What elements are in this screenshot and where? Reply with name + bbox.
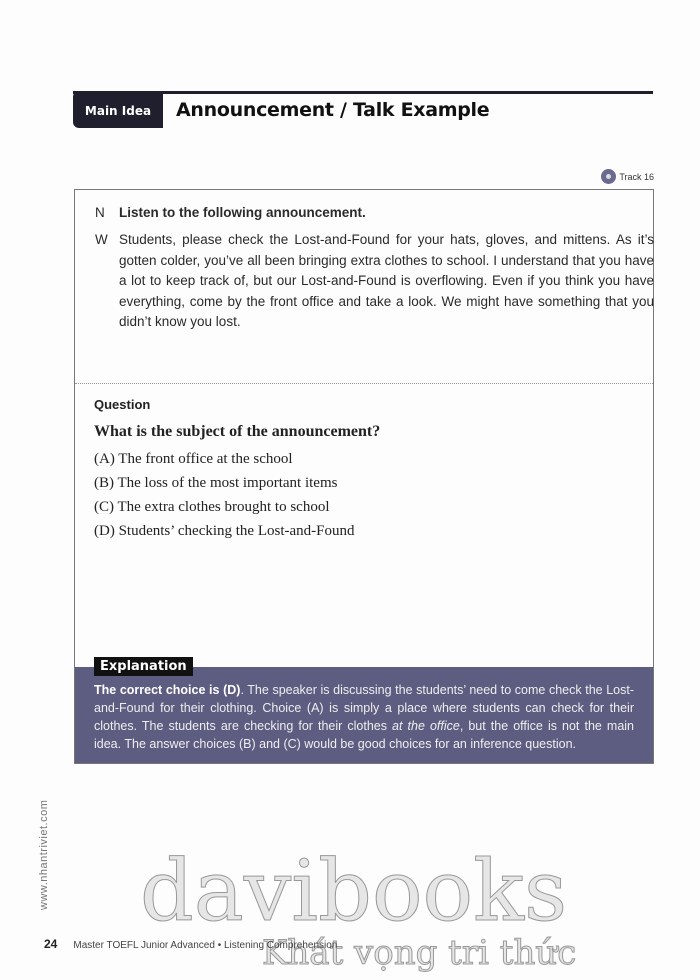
section-tag: Main Idea [73, 91, 163, 128]
answer-option: (D) Students’ checking the Lost-and-Found [94, 523, 355, 539]
answer-option: (B) The loss of the most important items [94, 475, 338, 491]
page-footer [44, 937, 337, 951]
script-text: Listen to the following announcement. [119, 205, 366, 220]
page-number: 24 [44, 937, 58, 951]
footer-text: Master TOEFL Junior Advanced • Listening Comprehension [73, 940, 338, 951]
publisher-url: www.nhantriviet.com [38, 799, 50, 910]
example-box [74, 189, 654, 764]
explanation-label: Explanation [94, 657, 193, 676]
script-text: Students, please check the Lost-and-Found for your hats, gloves, and mittens. As it’s gotten colder, you’ve all been bringing extra clothes to school. I understand that you have a lot to keep track of, but our Lost-and-Found is overflowing. Even if you think you have everything, come by the front office and take a look. We might have something that you didn’t know you lost. [119, 232, 654, 329]
correct-choice: The correct choice is (D) [94, 683, 241, 697]
explanation-text [94, 681, 634, 753]
speaker: W [95, 232, 108, 247]
answer-option: (A) The front office at the school [94, 451, 293, 467]
answer-option: (C) The extra clothes brought to school [94, 499, 330, 515]
question-label: Question [94, 397, 151, 412]
track-number: Track 16 [619, 171, 654, 182]
explanation-italic: at the office [392, 719, 460, 733]
watermark-brand: davibooks [140, 842, 568, 940]
divider [75, 383, 653, 384]
explanation-body: , but the office is not the main idea. The answer choices (B) and (C) would be good choices for an inference question. [94, 719, 634, 751]
watermark-slogan: Khát vọng tri thức [262, 933, 577, 973]
speaker: N [95, 205, 105, 220]
explanation-body: . The speaker is discussing the students’ need to come check the Lost-and-Found for their clothing. Choice (A) is simply a place where students can check for their clothes. The students are checking for their clothes [94, 683, 634, 733]
track-label [601, 169, 654, 184]
cd-icon [601, 169, 616, 184]
page-title: Announcement / Talk Example [176, 99, 490, 121]
question-text: What is the subject of the announcement? [94, 423, 381, 440]
